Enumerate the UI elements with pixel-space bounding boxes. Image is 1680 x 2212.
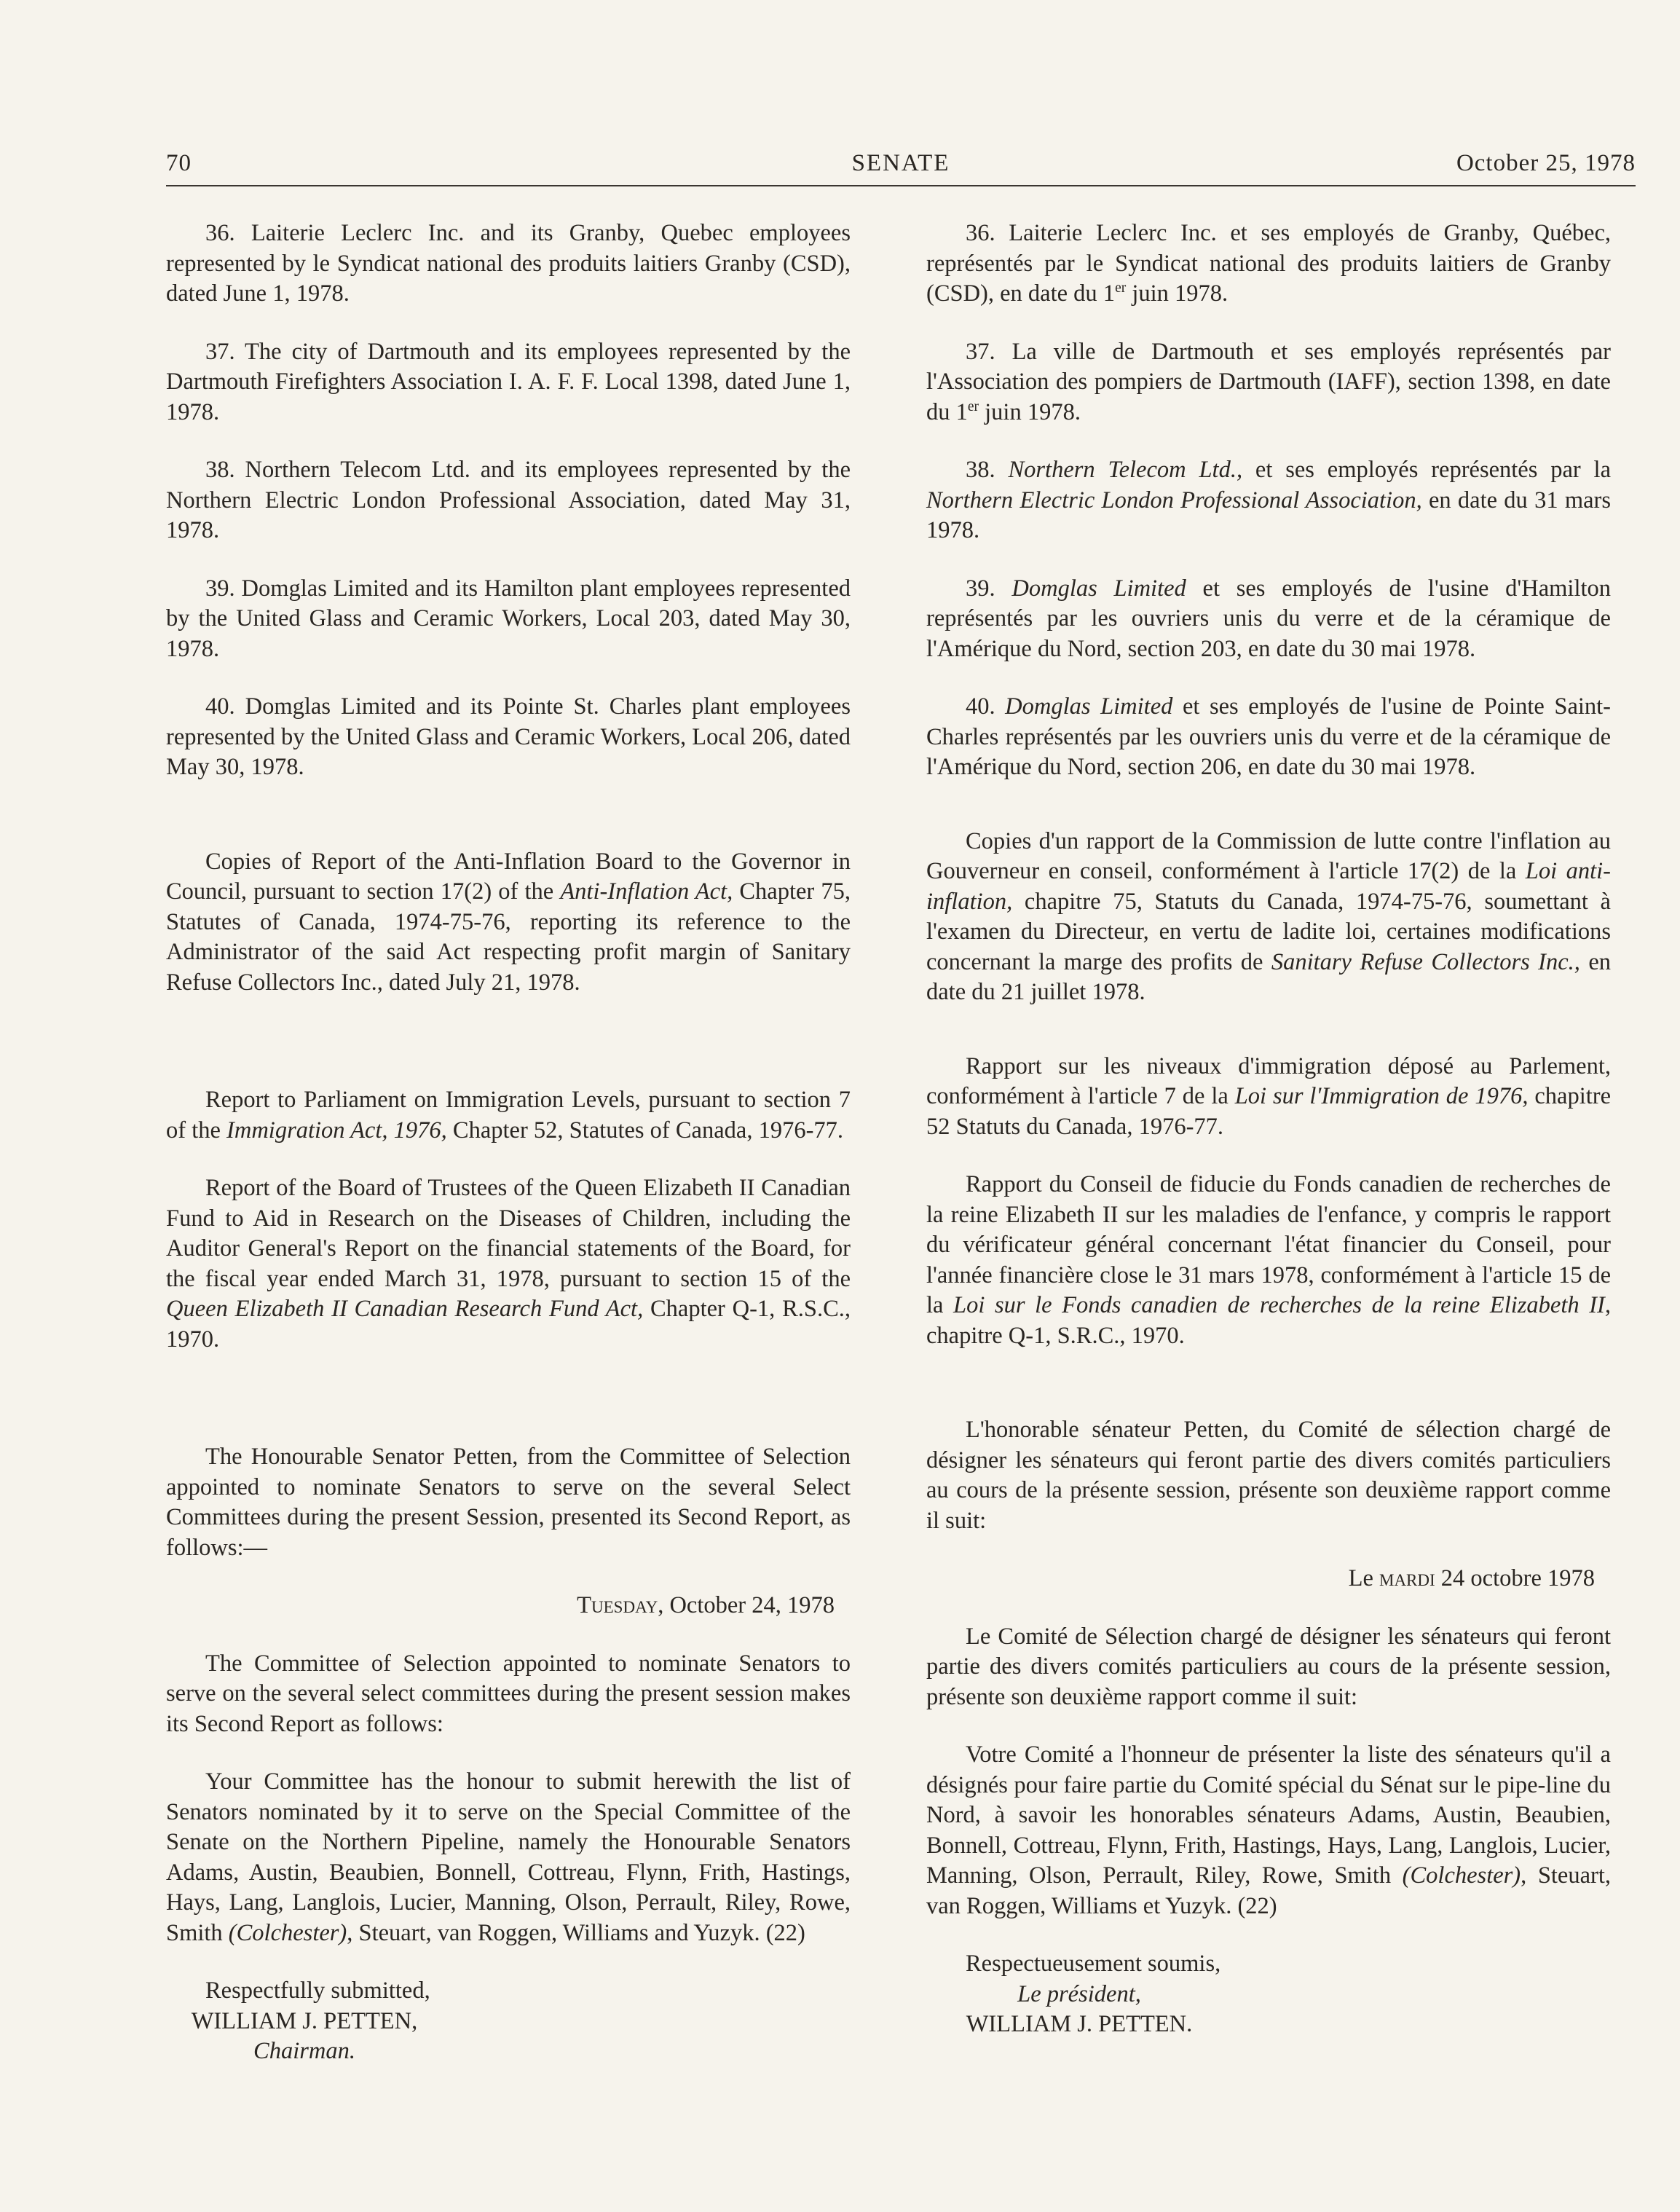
members-fr: Votre Comité a l'honneur de présenter la liste des sénateurs qu'il a désignés pour faire partie du Comité spécial du Sénat sur le pipe-line du Nord, à savoir les honorables sénateurs Adams, Austin, Beaubien, Bonnell, Cottreau, Flynn, Frith, Hastings, Hays, Lang, Langlois, Lucier, Manning, Olson, Perrault, Riley, Rowe, Smith (Colchester), Steuart, van Roggen, Williams et Yuzyk. (22) [926, 1741, 1611, 1919]
petten-intro-en: The Honourable Senator Petten, from the Committee of Selection appointed to nominate Senators to serve on the several Select Committees during the present Session, presented its Second Report, as follows:— [166, 1444, 851, 1561]
item-38-en: 38. Northern Telecom Ltd. and its employees represented by the Northern Electric London Professional Association, dated May 31, 1978. [166, 457, 851, 543]
page-number: 70 [166, 150, 192, 176]
immigration-report-en: Report to Parliament on Immigration Levels, pursuant to section 7 of the Immigration Act, 1976, Chapter 52, Statutes of Canada, 1976-77. [166, 1087, 851, 1144]
immigration-report-fr: Rapport sur les niveaux d'immigration déposé au Parlement, conformément à l'article 7 de la Loi sur l'Immigration de 1976, chapitre 52 Statuts du Canada, 1976-77. [926, 1052, 1611, 1140]
item-38-fr: 38. Northern Telecom Ltd., et ses employés représentés par la Northern Electric London Professional Association, en date du 31 mars 1978. [926, 457, 1612, 543]
signer-title-fr: Le président, [1017, 1980, 1141, 2007]
item-39-en: 39. Domglas Limited and its Hamilton plant employees represented by the United Glass and Ceramic Workers, Local 203, dated May 30, 1978. [166, 575, 851, 662]
members-en: Your Committee has the honour to submit herewith the list of Senators nominated by it to serve on the Special Committee of the Senate on the Northern Pipeline, namely the Honourable Senators Adams, Austin, Beaubien, Bonnell, Cottreau, Flynn, Frith, Hastings, Hays, Lang, Langlois, Lucier, Manning, Olson, Perrault, Riley, Rowe, Smith (Colchester), Steuart, van Roggen, Williams and Yuzyk. (22) [166, 1768, 851, 1946]
petten-intro-fr: L'honorable sénateur Petten, du Comité de sélection chargé de désigner les sénateurs qui feront partie des divers comités particuliers au cours de la présente session, présente son deuxième rapport comme il suit: [926, 1417, 1611, 1534]
english-column [166, 219, 851, 2067]
french-column [926, 219, 1611, 2040]
item-40-en: 40. Domglas Limited and its Pointe St. Charles plant employees represented by the United Glass and Ceramic Workers, Local 206, dated May 30, 1978. [166, 693, 851, 780]
committee-intro-fr: Le Comité de Sélection chargé de désigner les sénateurs qui feront partie des divers comités particuliers au cours de la présente session, présente son deuxième rapport comme il suit: [926, 1623, 1611, 1710]
item-36-fr: 36. Laiterie Leclerc Inc. et ses employés de Granby, Québec, représentés par le Syndicat national des produits laitiers de Granby (CSD), en date du 1er juin 1978. [926, 220, 1611, 307]
aib-report-en: Copies of Report of the Anti-Inflation Board to the Governor in Council, pursuant to section 17(2) of the Anti-Inflation Act, Chapter 75, Statutes of Canada, 1974-75-76, reporting its reference to the Administrator of the said Act respecting profit margin of Sanitary Refuse Collectors Inc., dated July 21, 1978. [166, 848, 851, 996]
committee-intro-en: The Committee of Selection appointed to nominate Senators to serve on the several select committees during the present session makes its Second Report as follows: [166, 1650, 851, 1737]
running-title: SENATE [851, 150, 950, 176]
page-header [166, 150, 1636, 186]
aib-report-fr: Copies d'un rapport de la Commission de lutte contre l'inflation au Gouverneur en conseil, conformément à l'article 17(2) de la Loi anti-inflation, chapitre 75, Statuts du Canada, 1974-75-76, soumettant à l'examen du Directeur, en vertu de ladite loi, certaines modifications concernant la marge des profits de Sanitary Refuse Collectors Inc., en date du 21 juillet 1978. [926, 827, 1611, 1005]
signer-en: WILLIAM J. PETTEN, [191, 2007, 418, 2034]
signer-title-en: Chairman. [253, 2038, 355, 2064]
header-date: October 25, 1978 [1456, 150, 1636, 176]
item-40-fr: 40. Domglas Limited et ses employés de l'usine de Pointe Saint-Charles représentés par les ouvriers unis du verre et de la céramique de l'Amérique du Nord, section 206, en date du 30 mai 1978. [926, 693, 1612, 780]
item-36-en: 36. Laiterie Leclerc Inc. and its Granby, Quebec employees represented by le Syndicat national des produits laitiers Granby (CSD), dated June 1, 1978. [166, 220, 851, 307]
dateline-fr: Le mardi 24 octobre 1978 [1348, 1565, 1595, 1591]
item-39-fr: 39. Domglas Limited et ses employés de l'usine d'Hamilton représentés par les ouvriers unis du verre et de la céramique de l'Amérique du Nord, section 203, en date du 30 mai 1978. [926, 575, 1612, 662]
closing-fr: Respectueusement soumis, [966, 1951, 1221, 1977]
signer-fr: WILLIAM J. PETTEN. [966, 2011, 1193, 2037]
item-37-fr: 37. La ville de Dartmouth et ses employés représentés par l'Association des pompiers de Dartmouth (IAFF), section 1398, en date du 1er juin 1978. [926, 338, 1611, 425]
trustees-report-fr: Rapport du Conseil de fiducie du Fonds canadien de recherches de la reine Elizabeth II sur les maladies de l'enfance, y compris le rapport du vérificateur général concernant l'état financier du Conseil, pour l'année financière close le 31 mars 1978, conformément à l'article 15 de la Loi sur le Fonds canadien de recherches de la reine Elizabeth II, chapitre Q-1, S.R.C., 1970. [926, 1171, 1611, 1349]
trustees-report-en: Report of the Board of Trustees of the Queen Elizabeth II Canadian Fund to Aid in Research on the Diseases of Children, including the Auditor General's Report on the financial statements of the Board, for the fiscal year ended March 31, 1978, pursuant to section 15 of the Queen Elizabeth II Canadian Research Fund Act, Chapter Q-1, R.S.C., 1970. [166, 1175, 851, 1353]
dateline-en: Tuesday, October 24, 1978 [577, 1592, 835, 1618]
item-37-en: 37. The city of Dartmouth and its employees represented by the Dartmouth Firefighters Association I. A. F. F. Local 1398, dated June 1, 1978. [166, 338, 851, 425]
closing-en: Respectfully submitted, [205, 1977, 430, 2004]
